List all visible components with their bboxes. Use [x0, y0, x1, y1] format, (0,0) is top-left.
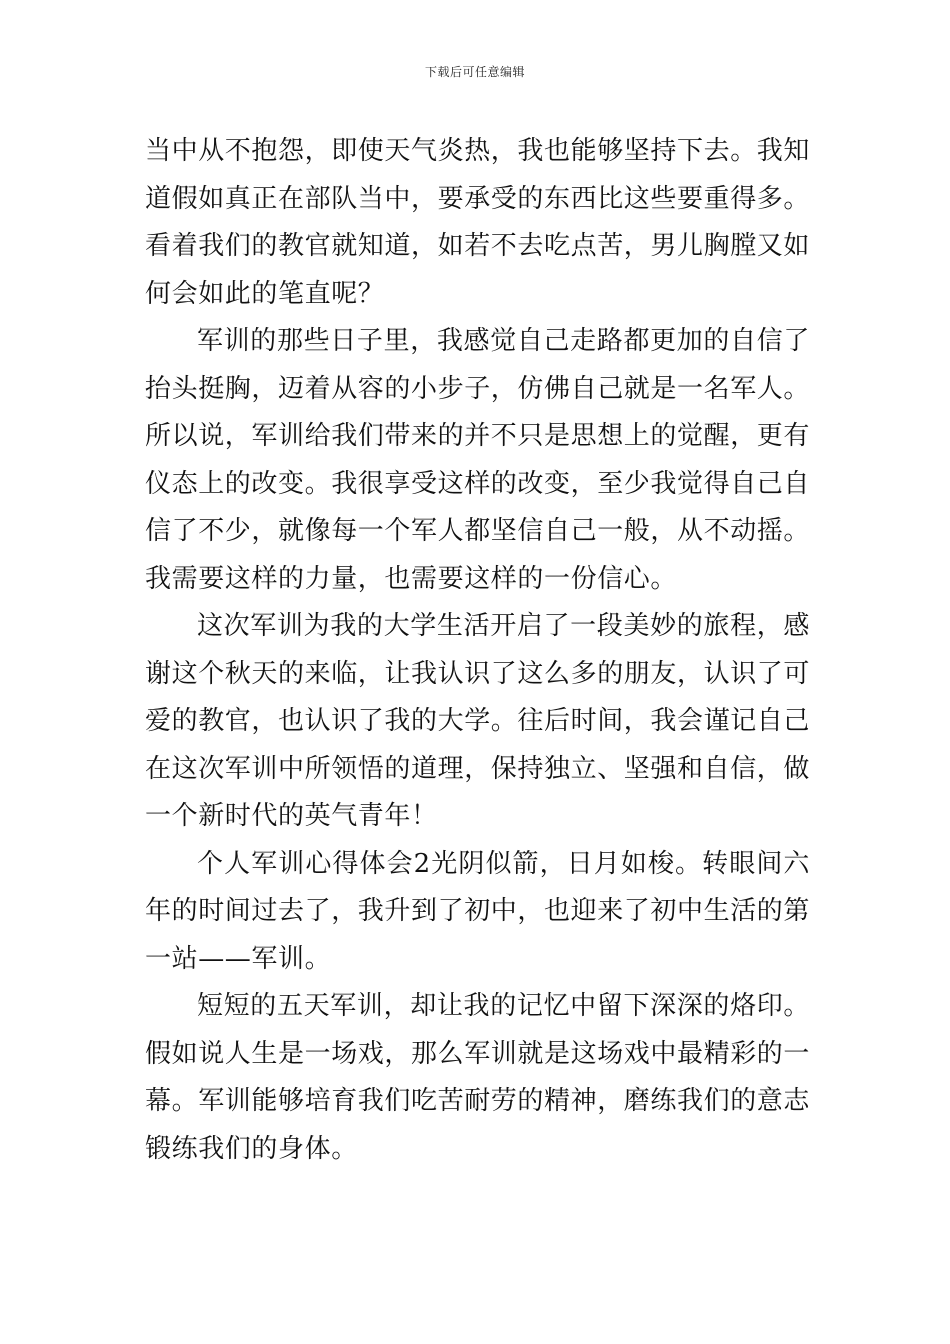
- page-header: 下载后可任意编辑: [424, 65, 525, 79]
- paragraph: 军训的那些日子里，我感觉自己走路都更加的自信了抬头挺胸，迈着从容的小步子，仿佛自己就是一名军人。所以说，军训给我们带来的并不只是思想上的觉醒，更有仪态上的改变。我很享受这样的改变，至少我觉得自己自信了不少，就像每一个军人都坚信自己一般，从不动摇。我需要这样的力量，也需要这样的一份信心。: [145, 326, 811, 594]
- paragraph: 短短的五天军训，却让我的记忆中留下深深的烙印。假如说人生是一场戏，那么军训就是这场戏中最精彩的一幕。军训能够培育我们吃苦耐劳的精神，磨练我们的意志锻练我们的身体。: [145, 991, 811, 1164]
- paragraph: 这次军训为我的大学生活开启了一段美妙的旅程，感谢这个秋天的来临，让我认识了这么多的朋友，认识了可爱的教官，也认识了我的大学。往后时间，我会谨记自己在这次军训中所领悟的道理，保持独立、坚强和自信，做一个新时代的英气青年！: [145, 611, 811, 831]
- paragraph: 当中从不抱怨，即使天气炎热，我也能够坚持下去。我知道假如真正在部队当中，要承受的东西比这些要重得多。看着我们的教官就知道，如若不去吃点苦，男儿胸膛又如何会如此的笔直呢？: [145, 136, 811, 309]
- paragraph: 个人军训心得体会2光阴似箭，日月如梭。转眼间六年的时间过去了，我升到了初中，也迎来了初中生活的第一站——军训。: [145, 848, 811, 974]
- document-body: [145, 128, 810, 1173]
